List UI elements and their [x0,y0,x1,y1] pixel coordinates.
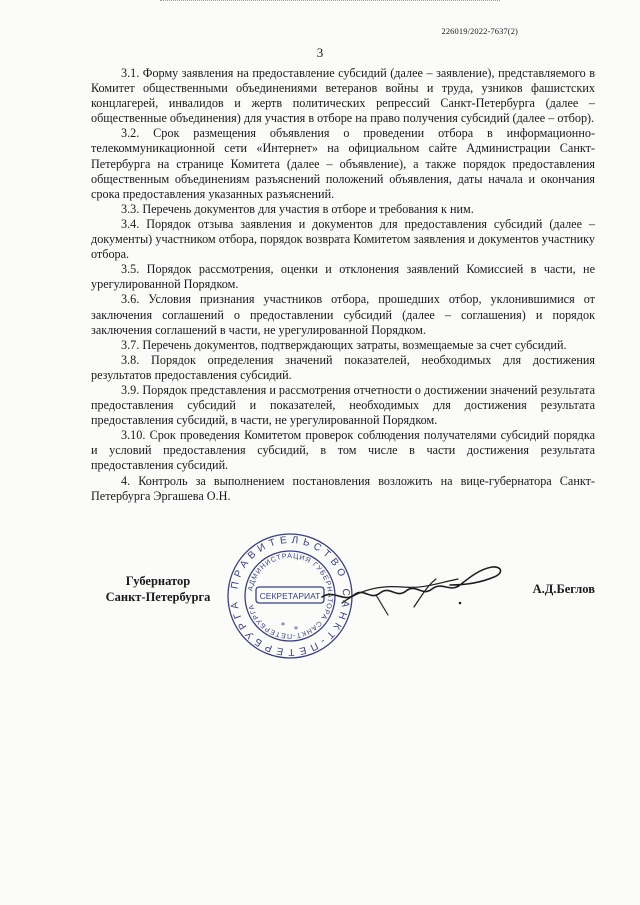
signatory-name: А.Д.Беглов [532,582,595,596]
svg-text:*: * [294,625,298,634]
seal-outer-text: ПРАВИТЕЛЬСТВО САНКТ-ПЕТЕРБУРГА [229,534,352,658]
svg-text:*: * [281,621,285,630]
page-number: 3 [316,45,324,60]
paragraph-4: 4. Контроль за выполнением постановления возложить на вице-губернатора Санкт-Петербурга Эргашева О.Н. [91,473,595,503]
position-title: Губернатор [125,574,191,588]
paragraph-3-6: 3.6. Условия признания участников отбора, прошедших отбор, уклонившимися от заключения соглашений о предоставлении субсидий (далее – соглашения) и порядок заключения соглашений в части, не урегулированной Порядком. [91,292,595,337]
paragraph-3-10: 3.10. Срок проведения Комитетом проверок соблюдения получателями субсидий порядка и условий предоставления субсидий, в том числе в части достижения результата предоставления субсидий. [91,428,595,473]
seal-center-text: СЕКРЕТАРИАТ [259,591,321,601]
signatory-position [88,573,228,605]
document-body [91,66,595,504]
paragraph-3-5: 3.5. Порядок рассмотрения, оценки и отклонения заявлений Комиссией в части, не урегулированной Порядком. [91,262,595,292]
position-region: Санкт-Петербурга [105,590,211,604]
paragraph-3-4: 3.4. Порядок отзыва заявления и документов для предоставления субсидий (далее – документы) участником отбора, порядок возврата Комитетом заявления и документов участнику отбора. [91,216,595,262]
paragraph-3-7: 3.7. Перечень документов, подтверждающих затраты, возмещаемые за счет субсидий. [121,337,567,352]
handwritten-signature [318,555,508,625]
paragraph-3-3: 3.3. Перечень документов для участия в отборе и требования к ним. [121,201,474,216]
paragraph-3-8: 3.8. Порядок определения значений показателей, необходимых для достижения результатов предоставления субсидий. [91,352,595,382]
paragraph-3-2: 3.2. Срок размещения объявления о проведении отбора в информационно-телекоммуникационной сети «Интернет» на официальном сайте Администрации Санкт-Петербурга на странице Комитета (далее – объявление), а также порядок предоставления общественным объединениям разъяснений положений объявления, даты начала и окончания срока предоставления указанных разъяснений. [91,126,595,201]
top-border-line [160,0,500,3]
paragraph-3-9: 3.9. Порядок представления и рассмотрения отчетности о достижении значений результата предоставления субсидий и показателей, необходимых для достижения результата предоставления субсидий, в части, не урегулированной Порядком. [91,382,595,428]
paragraph-3-1: 3.1. Форму заявления на предоставление субсидий (далее – заявление), представляемого в Комитет общественными объединениями ветеранов войны и труда, узников фашистских концлагерей, инвалидов и жертв политических репрессий Санкт-Петербурга (далее – общественные объединения) для участия в отборе на право получения субсидий (далее – отбор). [91,66,595,126]
seal-inner-text: АДМИНИСТРАЦИЯ ГУБЕРНАТОРА САНКТ-ПЕТЕРБУРГА [247,552,334,640]
document-number: 226019/2022-7637(2) [441,26,518,36]
